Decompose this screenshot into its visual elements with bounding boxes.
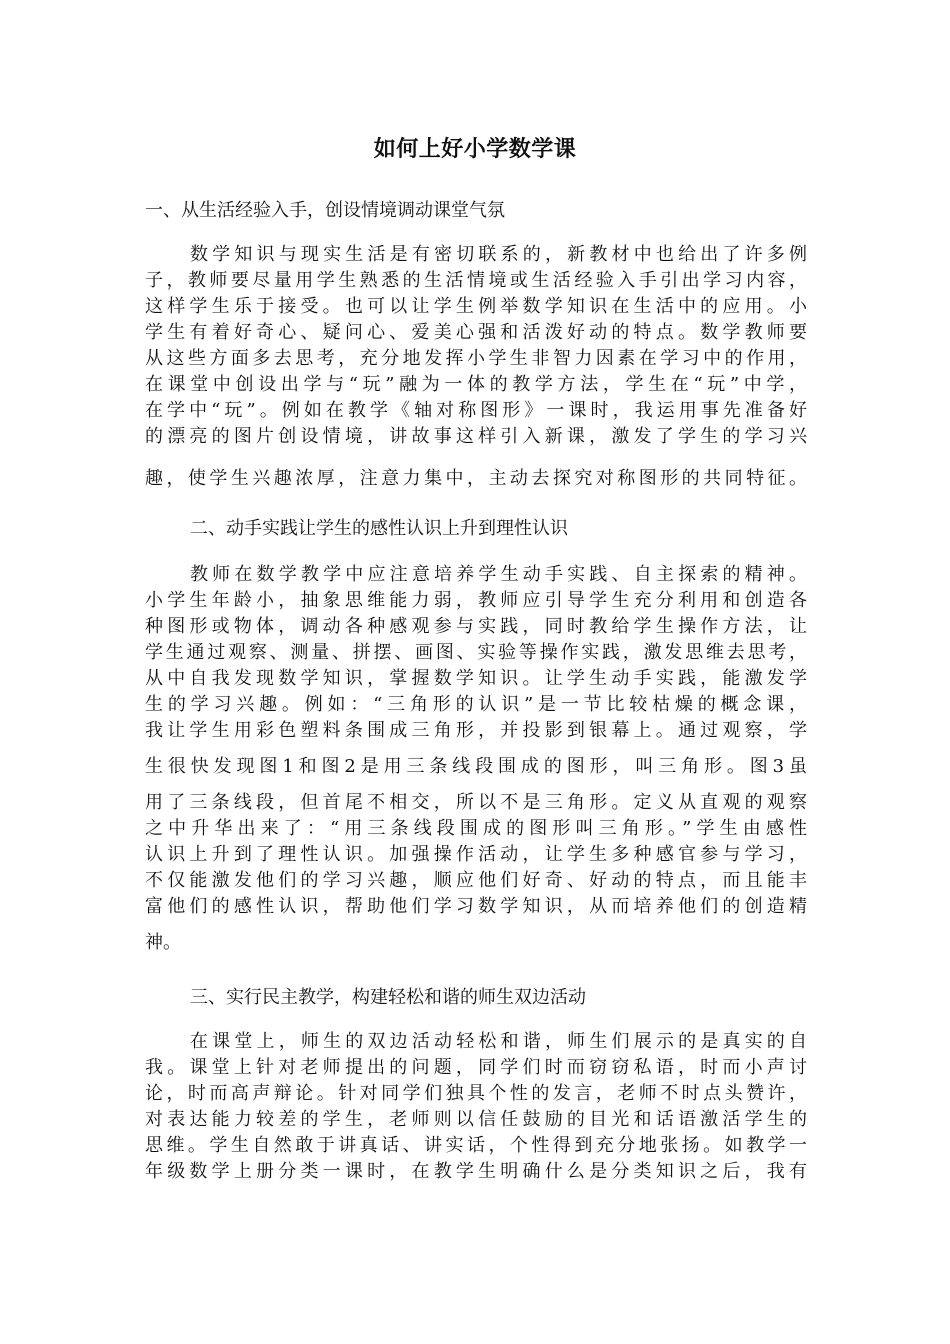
section-heading-1: 一、从生活经验入手，创设情境调动课堂气氛 [145,200,505,221]
paragraph-line: 这样学生乐于接受。也可以让学生例举数学知识在生活中的应用。小 [145,296,807,317]
paragraph-line: 趣，使学生兴趣浓厚，注意力集中，主动去探究对称图形的共同特征。 [145,468,807,489]
paragraph-line: 论，时而高声辩论。针对同学们独具个性的发言，老师不时点头赞许， [145,1083,807,1104]
paragraph-line: 的漂亮的图片创设情境，讲故事这样引入新课，激发了学生的学习兴 [145,426,807,447]
paragraph-line: 在学中“玩”。例如在教学《轴对称图形》一课时，我运用事先准备好 [145,400,807,421]
paragraph-line: 认识上升到了理性认识。加强操作活动，让学生多种感官参与学习， [145,844,807,865]
paragraph-line: 富他们的感性认识，帮助他们学习数学知识，从而培养他们的创造精 [145,896,807,917]
paragraph-line: 数学知识与现实生活是有密切联系的，新教材中也给出了许多例 [190,244,807,265]
paragraph-line: 从这些方面多去思考，充分地发挥小学生非智力因素在学习中的作用， [145,348,807,369]
section-heading-2: 二、动手实践让学生的感性认识上升到理性认识 [190,518,568,539]
section-paragraph-3 [145,1029,807,1185]
paragraph-line: 从中自我发现数学知识，掌握数学知识。让学生动手实践，能激发学 [145,668,807,689]
paragraph-line: 生的学习兴趣。例如：“三角形的认识”是一节比较枯燥的概念课， [145,694,807,715]
paragraph-line: 思维。学生自然敢于讲真话、讲实话，个性得到充分地张扬。如教学一 [145,1135,807,1156]
paragraph-line: 神。 [145,932,181,953]
paragraph-line: 之中升华出来了：“用三条线段围成的图形叫三角形。”学生由感性 [145,818,807,839]
paragraph-line: 学生有着好奇心、疑问心、爱美心强和活泼好动的特点。数学教师要 [145,322,807,343]
paragraph-line: 在课堂上，师生的双边活动轻松和谐，师生们展示的是真实的自 [190,1031,807,1052]
paragraph-line: 用了三条线段，但首尾不相交，所以不是三角形。定义从直观的观察 [145,792,807,813]
paragraph-line: 种图形或物体，调动各种感观参与实践，同时教给学生操作方法，让 [145,616,807,637]
document-title: 如何上好小学数学课 [373,136,577,162]
paragraph-line: 我让学生用彩色塑料条围成三角形，并投影到银幕上。通过观察，学 [145,720,807,741]
section-heading-3: 三、实行民主教学，构建轻松和谐的师生双边活动 [190,987,586,1008]
section-paragraph-2 [145,562,807,956]
paragraph-line: 不仅能激发他们的学习兴趣，顺应他们好奇、好动的特点，而且能丰 [145,870,807,891]
section-paragraph-1 [145,242,807,492]
paragraph-line: 年级数学上册分类一课时，在教学生明确什么是分类知识之后，我有 [145,1161,807,1182]
paragraph-line: 对表达能力较差的学生，老师则以信任鼓励的目光和话语激活学生的 [145,1109,807,1130]
paragraph-line: 小学生年龄小，抽象思维能力弱，教师应引导学生充分利用和创造各 [145,590,807,611]
paragraph-line: 教师在数学教学中应注意培养学生动手实践、自主探索的精神。 [190,564,807,585]
paragraph-line: 学生通过观察、测量、拼摆、画图、实验等操作实践，激发思维去思考， [145,642,807,663]
paragraph-line: 子，教师要尽量用学生熟悉的生活情境或生活经验入手引出学习内容， [145,270,807,291]
paragraph-line: 生很快发现图1和图2是用三条线段围成的图形，叫三角形。图3虽 [145,756,807,777]
paragraph-line: 我。课堂上针对老师提出的问题，同学们时而窃窃私语，时而小声讨 [145,1057,807,1078]
paragraph-line: 在课堂中创设出学与“玩”融为一体的教学方法，学生在“玩”中学， [145,374,807,395]
